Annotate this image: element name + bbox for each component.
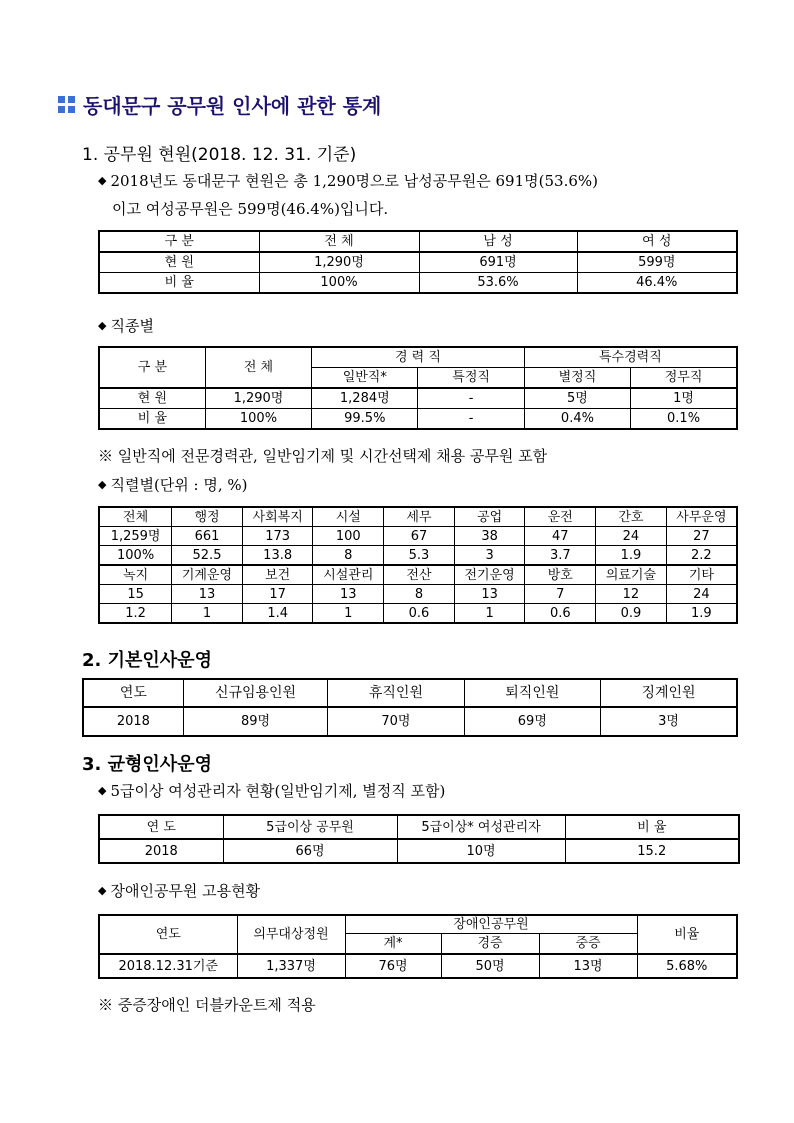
table-cell: 5.68%	[637, 954, 737, 978]
table-header-cell: 중증	[539, 934, 637, 955]
table-cell: 50명	[441, 954, 539, 978]
table-cell: 173	[242, 527, 313, 546]
table-header-cell: 비 율	[565, 815, 739, 839]
table-row	[99, 388, 737, 409]
table-cell: 15.2	[565, 839, 739, 863]
table-row	[99, 409, 737, 430]
table-cell: 3	[454, 546, 525, 566]
table-cell: 46.4%	[577, 273, 737, 294]
table-cell: 691명	[419, 252, 577, 273]
table-header-cell: 여 성	[577, 231, 737, 252]
diamond-bullet-icon: ◆	[98, 884, 107, 897]
diamond-bullet-icon: ◆	[98, 478, 107, 491]
table-cell: 현 원	[99, 252, 259, 273]
table-header-cell: 기계운영	[172, 565, 243, 585]
table-header-cell: 행정	[172, 507, 243, 527]
table-header-cell: 세무	[384, 507, 455, 527]
table-cell: 67	[384, 527, 455, 546]
table-cell: 2018	[99, 839, 223, 863]
table-cell: 13명	[539, 954, 637, 978]
table-row	[99, 585, 737, 604]
table-cell: 1	[454, 604, 525, 624]
table-row	[99, 839, 739, 863]
note-general-service: ※ 일반직에 전문경력관, 일반임기제 및 시간선택제 채용 공무원 포함	[98, 447, 548, 465]
title-text: 동대문구 공무원 인사에 관한 통계	[83, 94, 382, 118]
table-cell: 0.6	[384, 604, 455, 624]
job-type-heading: ◆ 직종별	[98, 317, 154, 335]
table-header-cell: 기타	[666, 565, 737, 585]
table-cell: 12	[596, 585, 667, 604]
table-header-cell: 계*	[345, 934, 441, 955]
table-header-cell: 공업	[454, 507, 525, 527]
job-series-table	[98, 506, 738, 624]
table-header-row	[99, 507, 737, 527]
section1-paragraph-line2: 이고 여성공무원은 599명(46.4%)입니다.	[112, 200, 389, 218]
table-cell: 현 원	[99, 388, 205, 409]
table-header-cell: 시설관리	[313, 565, 384, 585]
table-cell: 5명	[524, 388, 630, 409]
table-cell: 599명	[577, 252, 737, 273]
table-cell: 5.3	[384, 546, 455, 566]
square-bullet-icon	[58, 96, 75, 113]
table-cell: 1,259명	[99, 527, 172, 546]
section2-heading: 2. 기본인사운영	[82, 650, 212, 671]
table-cell: 99.5%	[312, 409, 418, 430]
table-cell: 13.8	[242, 546, 313, 566]
table-header-cell: 비율	[637, 915, 737, 954]
table-cell: 2.2	[666, 546, 737, 566]
table-cell: -	[418, 388, 524, 409]
table-row	[99, 252, 737, 273]
table-row	[99, 954, 737, 978]
table-cell: 1,337명	[237, 954, 345, 978]
table-cell: 66명	[223, 839, 397, 863]
table-cell: 3명	[601, 707, 737, 736]
section1-paragraph-line1: ◆ 2018년도 동대문구 현원은 총 1,290명으로 남성공무원은 691명(53.6%)	[98, 172, 598, 190]
table-cell: 0.9	[596, 604, 667, 624]
table-row	[99, 546, 737, 566]
table-cell: 1,290명	[205, 388, 311, 409]
table-header-cell: 시설	[313, 507, 384, 527]
table-cell: 24	[666, 585, 737, 604]
table-cell: 1.9	[666, 604, 737, 624]
table-cell: 17	[242, 585, 313, 604]
table-cell: 0.4%	[524, 409, 630, 430]
table-cell: 24	[596, 527, 667, 546]
table-header-cell: 사회복지	[242, 507, 313, 527]
table-header-cell: 징계인원	[601, 679, 737, 707]
table-cell: 8	[313, 546, 384, 566]
table-cell: 10명	[397, 839, 565, 863]
table-header-cell: 남 성	[419, 231, 577, 252]
table-cell: 1.9	[596, 546, 667, 566]
table-cell: 3.7	[525, 546, 596, 566]
table-header-cell: 보건	[242, 565, 313, 585]
table-cell: 13	[172, 585, 243, 604]
table-header-cell: 전 체	[205, 347, 311, 388]
table-cell: 2018.12.31기준	[99, 954, 237, 978]
table-header-cell: 운전	[525, 507, 596, 527]
table-cell: 13	[454, 585, 525, 604]
table-header-cell: 신규임용인원	[183, 679, 327, 707]
diamond-bullet-icon: ◆	[98, 174, 107, 187]
table-cell: 13	[313, 585, 384, 604]
table-cell: 661	[172, 527, 243, 546]
table-header-cell: 정무직	[631, 368, 737, 389]
table-cell: 1	[313, 604, 384, 624]
table-header-cell: 방호	[525, 565, 596, 585]
personnel-operation-table	[82, 678, 738, 737]
table-header-cell: 녹지	[99, 565, 172, 585]
table-header-group: 특수경력직	[524, 347, 737, 368]
table-cell: 52.5	[172, 546, 243, 566]
table-header-cell: 특정직	[418, 368, 524, 389]
table-header-cell: 의무대상정원	[237, 915, 345, 954]
table-cell: 89명	[183, 707, 327, 736]
table-cell: 69명	[464, 707, 600, 736]
table-header-cell: 5급이상* 여성관리자	[397, 815, 565, 839]
table-header-cell: 전체	[99, 507, 172, 527]
table-cell: 76명	[345, 954, 441, 978]
section1-heading: 1. 공무원 현원(2018. 12. 31. 기준)	[82, 145, 357, 165]
table-header-row	[99, 815, 739, 839]
table-header-cell: 퇴직인원	[464, 679, 600, 707]
table-cell: 100%	[99, 546, 172, 566]
table-cell: 1.2	[99, 604, 172, 624]
table-header-cell: 일반직*	[312, 368, 418, 389]
table-row	[99, 604, 737, 624]
table-header-cell: 5급이상 공무원	[223, 815, 397, 839]
table-header-cell: 구 분	[99, 231, 259, 252]
table-header-cell: 연 도	[99, 815, 223, 839]
table-cell: 70명	[328, 707, 464, 736]
table-cell: 비 율	[99, 273, 259, 294]
table-header-cell: 전산	[384, 565, 455, 585]
table-header-cell: 전 체	[259, 231, 419, 252]
staff-total-table	[98, 230, 738, 294]
table-cell: -	[418, 409, 524, 430]
table-cell: 53.6%	[419, 273, 577, 294]
table-header-row	[83, 679, 737, 707]
table-cell: 비 율	[99, 409, 205, 430]
table-header-cell: 경증	[441, 934, 539, 955]
disabled-employment-table	[98, 914, 738, 979]
table-header-group: 경 력 직	[312, 347, 525, 368]
table-header-cell: 사무운영	[666, 507, 737, 527]
table-cell: 1,290명	[259, 252, 419, 273]
diamond-bullet-icon: ◆	[98, 784, 107, 797]
table-cell: 38	[454, 527, 525, 546]
table-header-group: 장애인공무원	[345, 915, 637, 934]
note-double-count: ※ 중증장애인 더블카운트제 적용	[98, 996, 316, 1014]
diamond-bullet-icon: ◆	[98, 319, 107, 332]
female-manager-table	[98, 814, 740, 864]
table-cell: 7	[525, 585, 596, 604]
table-cell: 100	[313, 527, 384, 546]
table-row	[83, 707, 737, 736]
table-header-cell: 연도	[99, 915, 237, 954]
table-row	[99, 273, 737, 294]
table-header-cell: 별정직	[524, 368, 630, 389]
disabled-employment-heading: ◆ 장애인공무원 고용현황	[98, 882, 261, 900]
table-cell: 100%	[205, 409, 311, 430]
table-header-cell: 간호	[596, 507, 667, 527]
table-cell: 1	[172, 604, 243, 624]
table-cell: 1명	[631, 388, 737, 409]
table-cell: 2018	[83, 707, 183, 736]
table-cell: 0.1%	[631, 409, 737, 430]
table-header-cell: 휴직인원	[328, 679, 464, 707]
table-cell: 1.4	[242, 604, 313, 624]
table-cell: 47	[525, 527, 596, 546]
table-row	[99, 527, 737, 546]
table-cell: 100%	[259, 273, 419, 294]
job-type-table	[98, 346, 738, 430]
female-manager-heading: ◆ 5급이상 여성관리자 현황(일반임기제, 별정직 포함)	[98, 782, 446, 800]
table-cell: 27	[666, 527, 737, 546]
table-header-row	[99, 347, 737, 368]
table-cell: 15	[99, 585, 172, 604]
table-header-row	[99, 231, 737, 252]
table-cell: 8	[384, 585, 455, 604]
page-title	[58, 90, 381, 119]
table-header-cell: 연도	[83, 679, 183, 707]
series-heading: ◆ 직렬별(단위 : 명, %)	[98, 476, 248, 494]
table-header-cell: 전기운영	[454, 565, 525, 585]
table-header-row	[99, 915, 737, 934]
table-header-row	[99, 565, 737, 585]
table-cell: 1,284명	[312, 388, 418, 409]
table-header-cell: 의료기술	[596, 565, 667, 585]
table-cell: 0.6	[525, 604, 596, 624]
table-header-cell: 구 분	[99, 347, 205, 388]
section3-heading: 3. 균형인사운영	[82, 754, 212, 775]
